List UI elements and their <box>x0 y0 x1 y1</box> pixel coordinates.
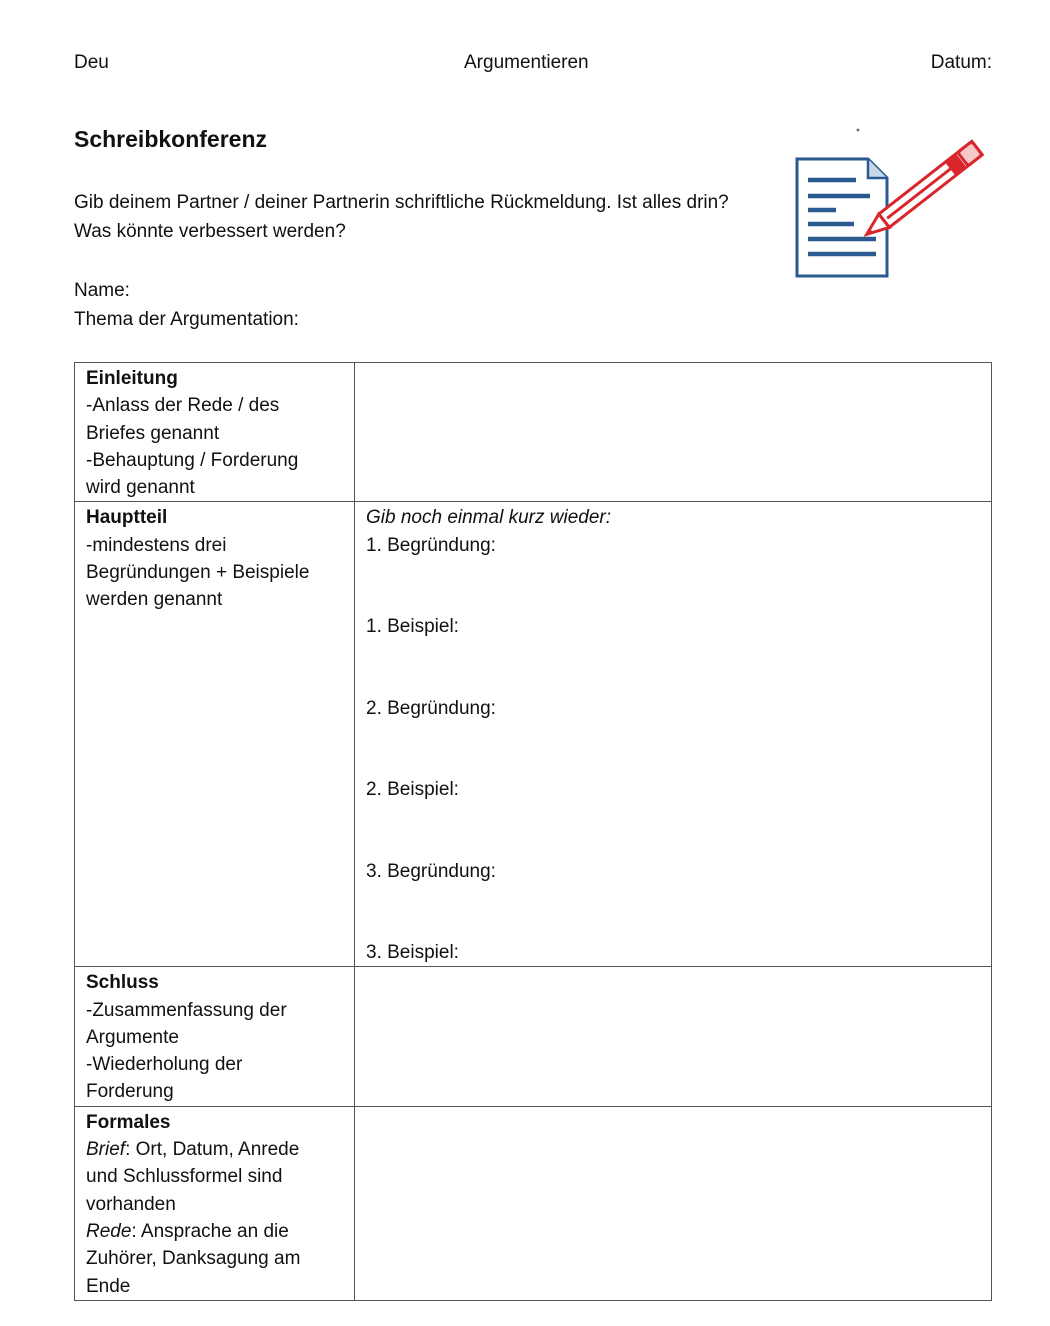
formales-line: Zuhörer, Danksagung am <box>86 1248 301 1270</box>
einleitung-feedback-cell[interactable] <box>355 363 992 502</box>
field-label-begruendung-1: 1. Begründung: <box>366 534 496 556</box>
formales-feedback-cell[interactable] <box>355 1106 992 1300</box>
formales-title: Formales <box>86 1111 171 1133</box>
document-with-pencil-icon <box>790 122 990 284</box>
table-row-einleitung <box>75 363 992 502</box>
schluss-line: Argumente <box>86 1026 179 1048</box>
formales-line: und Schlussformel sind <box>86 1166 283 1188</box>
einleitung-line: wird genannt <box>86 477 195 499</box>
schluss-line: -Wiederholung der <box>86 1054 243 1076</box>
page-title: Schreibkonferenz <box>74 126 267 152</box>
name-label: Name: <box>74 280 130 301</box>
hauptteil-line: -mindestens drei <box>86 534 227 556</box>
instructions-text: Gib deinem Partner / deiner Partnerin schriftliche Rückmeldung. Ist alles drin? Was könnte verbessert werden? <box>74 192 729 242</box>
header-topic: Argumentieren <box>464 52 589 73</box>
einleitung-title: Einleitung <box>86 368 178 389</box>
rede-label: Rede <box>86 1220 132 1242</box>
table-row-hauptteil <box>75 502 992 967</box>
schluss-feedback-cell[interactable] <box>355 967 992 1106</box>
feedback-table <box>74 362 992 1301</box>
hauptteil-prompt: Gib noch einmal kurz wieder: <box>366 507 611 529</box>
einleitung-line: -Behauptung / Forderung <box>86 449 299 471</box>
field-label-begruendung-3: 3. Begründung: <box>366 860 496 882</box>
brief-label: Brief <box>86 1139 126 1161</box>
hauptteil-criteria-cell <box>75 502 355 967</box>
hauptteil-feedback-cell[interactable] <box>355 502 992 967</box>
formales-line: Ende <box>86 1275 131 1297</box>
field-label-beispiel-1: 1. Beispiel: <box>366 616 459 638</box>
schluss-line: -Zusammenfassung der <box>86 999 287 1021</box>
einleitung-line: Briefes genannt <box>86 422 220 444</box>
hauptteil-line: werden genannt <box>86 589 223 611</box>
field-label-beispiel-3: 3. Beispiel: <box>366 942 459 964</box>
header-date-label: Datum: <box>930 52 992 73</box>
formales-rede-line <box>86 1218 344 1245</box>
formales-criteria-cell <box>75 1106 355 1300</box>
hauptteil-line: Begründungen + Beispiele <box>86 562 310 584</box>
schluss-title: Schluss <box>86 972 159 994</box>
header-subject: Deu <box>74 52 109 73</box>
rede-text: : Ansprache an die <box>131 1220 289 1242</box>
brief-text: : Ort, Datum, Anrede <box>125 1139 300 1161</box>
formales-brief-line <box>86 1136 344 1163</box>
einleitung-criteria-cell <box>75 363 355 502</box>
table-row-formales <box>75 1106 992 1300</box>
einleitung-line: -Anlass der Rede / des <box>86 395 280 417</box>
field-label-beispiel-2: 2. Beispiel: <box>366 779 459 801</box>
schluss-criteria-cell <box>75 967 355 1106</box>
hauptteil-title: Hauptteil <box>86 507 168 529</box>
schluss-line: Forderung <box>86 1081 174 1103</box>
field-label-begruendung-2: 2. Begründung: <box>366 697 496 719</box>
table-row-schluss <box>75 967 992 1106</box>
topic-label: Thema der Argumentation: <box>74 309 299 330</box>
formales-line: vorhanden <box>86 1193 176 1215</box>
